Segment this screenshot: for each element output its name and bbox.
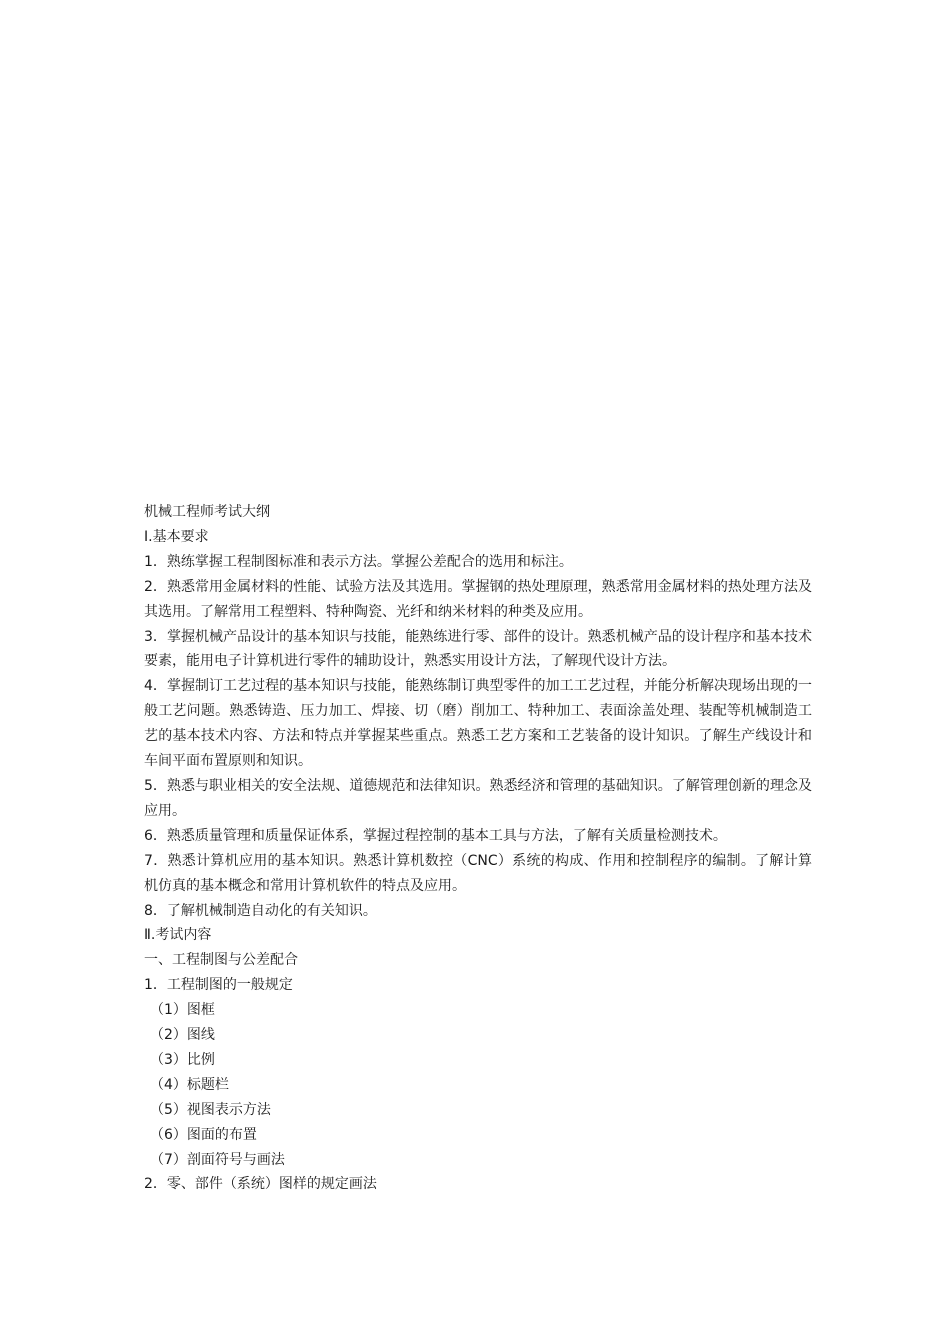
- topic-sub-item: （3）比例: [150, 1051, 215, 1068]
- topic-heading: 1．工程制图的一般规定: [144, 977, 293, 994]
- requirement-item: 4．掌握制订工艺过程的基本知识与技能，能熟练制订典型零件的加工工艺过程，并能分析解决现场出现的一般工艺问题。熟悉铸造、压力加工、焊接、切（磨）削加工、特种加工、表面涂盖处理、装配等机械制造工艺的基本技术内容、方法和特点并掌握某些重点。熟悉工艺方案和工艺装备的设计知识。了解生产线设计和车间平面布置原则和知识。: [144, 678, 812, 770]
- section-heading-basic-requirements: Ⅰ.基本要求: [144, 528, 209, 545]
- topic-sub-item: （6）图面的布置: [150, 1126, 257, 1143]
- topic-heading: 2．零、部件（系统）图样的规定画法: [144, 1176, 377, 1193]
- requirement-item: 7．熟悉计算机应用的基本知识。熟悉计算机数控（CNC）系统的构成、作用和控制程序的编制。了解计算机仿真的基本概念和常用计算机软件的特点及应用。: [144, 852, 812, 894]
- chapter-heading: 一、工程制图与公差配合: [144, 952, 298, 969]
- section-heading-exam-content: Ⅱ.考试内容: [144, 927, 212, 944]
- requirement-item: 6．熟悉质量管理和质量保证体系，掌握过程控制的基本工具与方法，了解有关质量检测技术。: [144, 827, 727, 844]
- topic-sub-item: （2）图线: [150, 1027, 215, 1044]
- requirement-item: 5．熟悉与职业相关的安全法规、道德规范和法律知识。熟悉经济和管理的基础知识。了解管理创新的理念及应用。: [144, 777, 812, 819]
- requirement-item: 3．掌握机械产品设计的基本知识与技能，能熟练进行零、部件的设计。熟悉机械产品的设计程序和基本技术要素，能用电子计算机进行零件的辅助设计，熟悉实用设计方法，了解现代设计方法。: [144, 628, 812, 670]
- topic-sub-item: （5）视图表示方法: [150, 1101, 271, 1118]
- document-title: 机械工程师考试大纲: [144, 504, 270, 520]
- requirement-item: 2．熟悉常用金属材料的性能、试验方法及其选用。掌握钢的热处理原理，熟悉常用金属材料的热处理方法及其选用。了解常用工程塑料、特种陶瓷、光纤和纳米材料的种类及应用。: [144, 578, 812, 620]
- requirement-item: 8．了解机械制造自动化的有关知识。: [144, 902, 377, 919]
- requirement-item: 1．熟练掌握工程制图标准和表示方法。掌握公差配合的选用和标注。: [144, 553, 573, 570]
- topic-sub-item: （4）标题栏: [150, 1076, 229, 1093]
- document-body: [144, 500, 812, 1197]
- topic-sub-item: （7）剖面符号与画法: [150, 1151, 285, 1168]
- topic-sub-item: （1）图框: [150, 1002, 215, 1019]
